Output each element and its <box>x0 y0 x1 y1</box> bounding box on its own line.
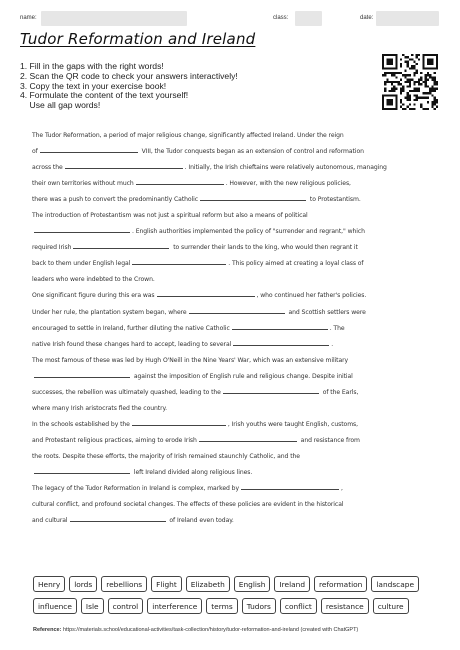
text-fragment: encouraged to settle in Ireland, further diluting the native Catholic <box>32 324 230 332</box>
text-fragment: . <box>331 340 334 348</box>
text-fragment: native Irish found these changes hard to accept, leading to several <box>32 340 232 348</box>
gap-blank[interactable] <box>200 193 306 201</box>
text-fragment: . However, with the new religious policies, <box>225 180 351 188</box>
word-bank-item[interactable]: resistance <box>321 598 369 614</box>
gap-blank[interactable] <box>189 306 285 314</box>
text-fragment: left Ireland divided along religious lines. <box>132 468 253 476</box>
text-line <box>32 449 432 465</box>
text-line <box>32 240 432 256</box>
instructions-list <box>20 62 370 111</box>
text-fragment: , Irish youths were taught English, customs, <box>227 420 359 428</box>
reference-label: Reference: <box>33 627 62 633</box>
word-bank-item[interactable]: control <box>108 598 144 614</box>
text-line <box>32 256 432 272</box>
word-bank-item[interactable]: Elizabeth <box>186 576 230 592</box>
word-bank-item[interactable]: culture <box>373 598 409 614</box>
reference <box>33 627 358 633</box>
text-line <box>32 176 432 192</box>
date-label: date: <box>360 15 374 21</box>
word-bank-item[interactable]: reformation <box>314 576 367 592</box>
text-line <box>32 401 432 417</box>
text-line <box>32 513 432 529</box>
name-label: name: <box>20 15 37 21</box>
text-line <box>32 208 432 224</box>
text-fragment: their own territories without much <box>32 180 134 188</box>
name-field[interactable] <box>41 11 187 26</box>
gap-blank[interactable] <box>199 434 297 442</box>
gap-blank[interactable] <box>241 482 339 490</box>
class-field[interactable] <box>295 11 322 26</box>
text-fragment: The most famous of these was led by Hugh O'Neill in the Nine Years' War, which was an extensive military <box>32 356 349 364</box>
text-line <box>32 128 432 144</box>
word-bank-item[interactable]: Flight <box>151 576 182 592</box>
text-fragment: One significant figure during this era was <box>32 292 155 300</box>
text-line <box>32 224 432 240</box>
text-line <box>32 417 432 433</box>
class-label: class: <box>273 15 289 21</box>
text-line <box>32 192 432 208</box>
text-fragment: to surrender their lands to the king, who would then regrant it <box>171 244 358 252</box>
gap-text <box>32 128 432 529</box>
text-fragment: Under her rule, the plantation system began, where <box>32 308 187 316</box>
text-line <box>32 497 432 513</box>
date-field[interactable] <box>376 11 439 26</box>
text-line <box>32 272 432 288</box>
gap-blank[interactable] <box>40 145 138 153</box>
text-fragment: The legacy of the Tudor Reformation in Ireland is complex, marked by <box>32 485 239 493</box>
instruction-item: 1. Fill in the gaps with the right words! <box>20 61 164 71</box>
text-line <box>32 465 432 481</box>
text-fragment: . English authorities implemented the policy of "surrender and regrant," which <box>132 228 365 236</box>
text-line <box>32 144 432 160</box>
gap-blank[interactable] <box>34 466 130 474</box>
text-fragment: back to them under English legal <box>32 260 131 268</box>
text-fragment: , <box>341 485 343 493</box>
text-fragment: , who continued her father's policies. <box>256 292 367 300</box>
text-fragment: there was a push to convert the predominantly Catholic <box>32 196 199 204</box>
text-fragment: and Protestant religious practices, aiming to erode Irish <box>32 436 197 444</box>
text-fragment: of the Earls, <box>320 388 359 396</box>
text-line <box>32 160 432 176</box>
text-fragment: . This policy aimed at creating a loyal class of <box>228 260 364 268</box>
text-line <box>32 385 432 401</box>
instruction-item: 4. Formulate the content of the text yourself! <box>20 90 189 101</box>
text-line <box>32 369 432 385</box>
text-line <box>32 433 432 449</box>
gap-blank[interactable] <box>136 177 224 185</box>
gap-blank[interactable] <box>233 338 329 346</box>
page-title: Tudor Reformation and Ireland <box>20 30 256 48</box>
text-fragment: cultural conflict, and profound societal changes. The effects of these policies are evident in the historical <box>32 501 344 509</box>
text-fragment: successes, the rebellion was ultimately quashed, leading to the <box>32 388 221 396</box>
text-fragment: The Tudor Reformation, a period of major religious change, significantly affected Ireland. Under the reign <box>32 132 344 139</box>
text-line <box>32 305 432 321</box>
text-fragment: of Ireland even today. <box>167 517 234 525</box>
gap-blank[interactable] <box>223 386 319 394</box>
instruction-item: Use all gap words! <box>20 100 101 111</box>
text-fragment: of <box>32 148 38 156</box>
word-bank-item[interactable]: conflict <box>280 598 317 614</box>
text-fragment: the roots. Despite these efforts, the majority of Irish remained staunchly Catholic, and the <box>32 452 300 460</box>
text-fragment: where many Irish aristocrats fled the country. <box>32 404 168 412</box>
text-fragment: against the imposition of English rule and religious change. Despite initial <box>132 372 353 380</box>
text-fragment: . The <box>329 324 345 332</box>
text-line <box>32 321 432 337</box>
gap-blank[interactable] <box>232 322 328 330</box>
word-bank-row-1 <box>33 576 433 592</box>
text-fragment: VIII, the Tudor conquests began as an extension of control and reformation <box>139 148 364 156</box>
text-fragment: and cultural <box>32 517 68 525</box>
gap-blank[interactable] <box>70 514 166 522</box>
word-bank-item[interactable]: Isle <box>81 598 104 614</box>
word-bank-item[interactable]: English <box>234 576 271 592</box>
text-fragment: The introduction of Protestantism was not just a spiritual reform but also a means of political <box>32 212 308 220</box>
gap-blank[interactable] <box>34 225 130 233</box>
text-line <box>32 337 432 353</box>
text-fragment: leaders who were indebted to the Crown. <box>32 276 155 284</box>
word-bank-item[interactable]: landscape <box>371 576 419 592</box>
word-bank-item[interactable]: influence <box>33 598 77 614</box>
gap-blank[interactable] <box>73 241 169 249</box>
word-bank-item[interactable]: interference <box>147 598 202 614</box>
gap-blank[interactable] <box>34 370 130 378</box>
reference-text: https://materials.school/educational-activities/task-collection/history/tudor-reformation-and-ireland (created with ChatGPT) <box>62 627 359 633</box>
text-fragment: and resistance from <box>298 436 360 444</box>
gap-blank[interactable] <box>157 289 255 297</box>
word-bank-item[interactable]: Henry <box>33 576 65 592</box>
text-line <box>32 353 432 369</box>
word-bank-item[interactable]: terms <box>206 598 237 614</box>
instruction-item: 3. Copy the text in your exercise book! <box>20 80 167 91</box>
text-fragment: In the schools established by the <box>32 420 130 428</box>
word-bank-item[interactable]: Ireland <box>274 576 310 592</box>
instruction-item: 2. Scan the QR code to check your answers interactively! <box>20 70 238 81</box>
qr-code-icon[interactable] <box>382 54 438 110</box>
gap-blank[interactable] <box>65 161 183 169</box>
word-bank-row-2 <box>33 598 433 614</box>
text-fragment: . Initially, the Irish chieftains were relatively autonomous, managing <box>184 164 387 172</box>
text-line <box>32 288 432 304</box>
gap-blank[interactable] <box>132 418 226 426</box>
gap-blank[interactable] <box>132 257 226 265</box>
word-bank-item[interactable]: Tudors <box>242 598 276 614</box>
word-bank-item[interactable]: lords <box>69 576 97 592</box>
text-fragment: and Scottish settlers were <box>286 308 366 316</box>
text-line <box>32 481 432 497</box>
word-bank-item[interactable]: rebellions <box>101 576 147 592</box>
text-fragment: to Protestantism. <box>308 196 361 204</box>
text-fragment: required Irish <box>32 244 72 252</box>
text-fragment: across the <box>32 164 63 172</box>
